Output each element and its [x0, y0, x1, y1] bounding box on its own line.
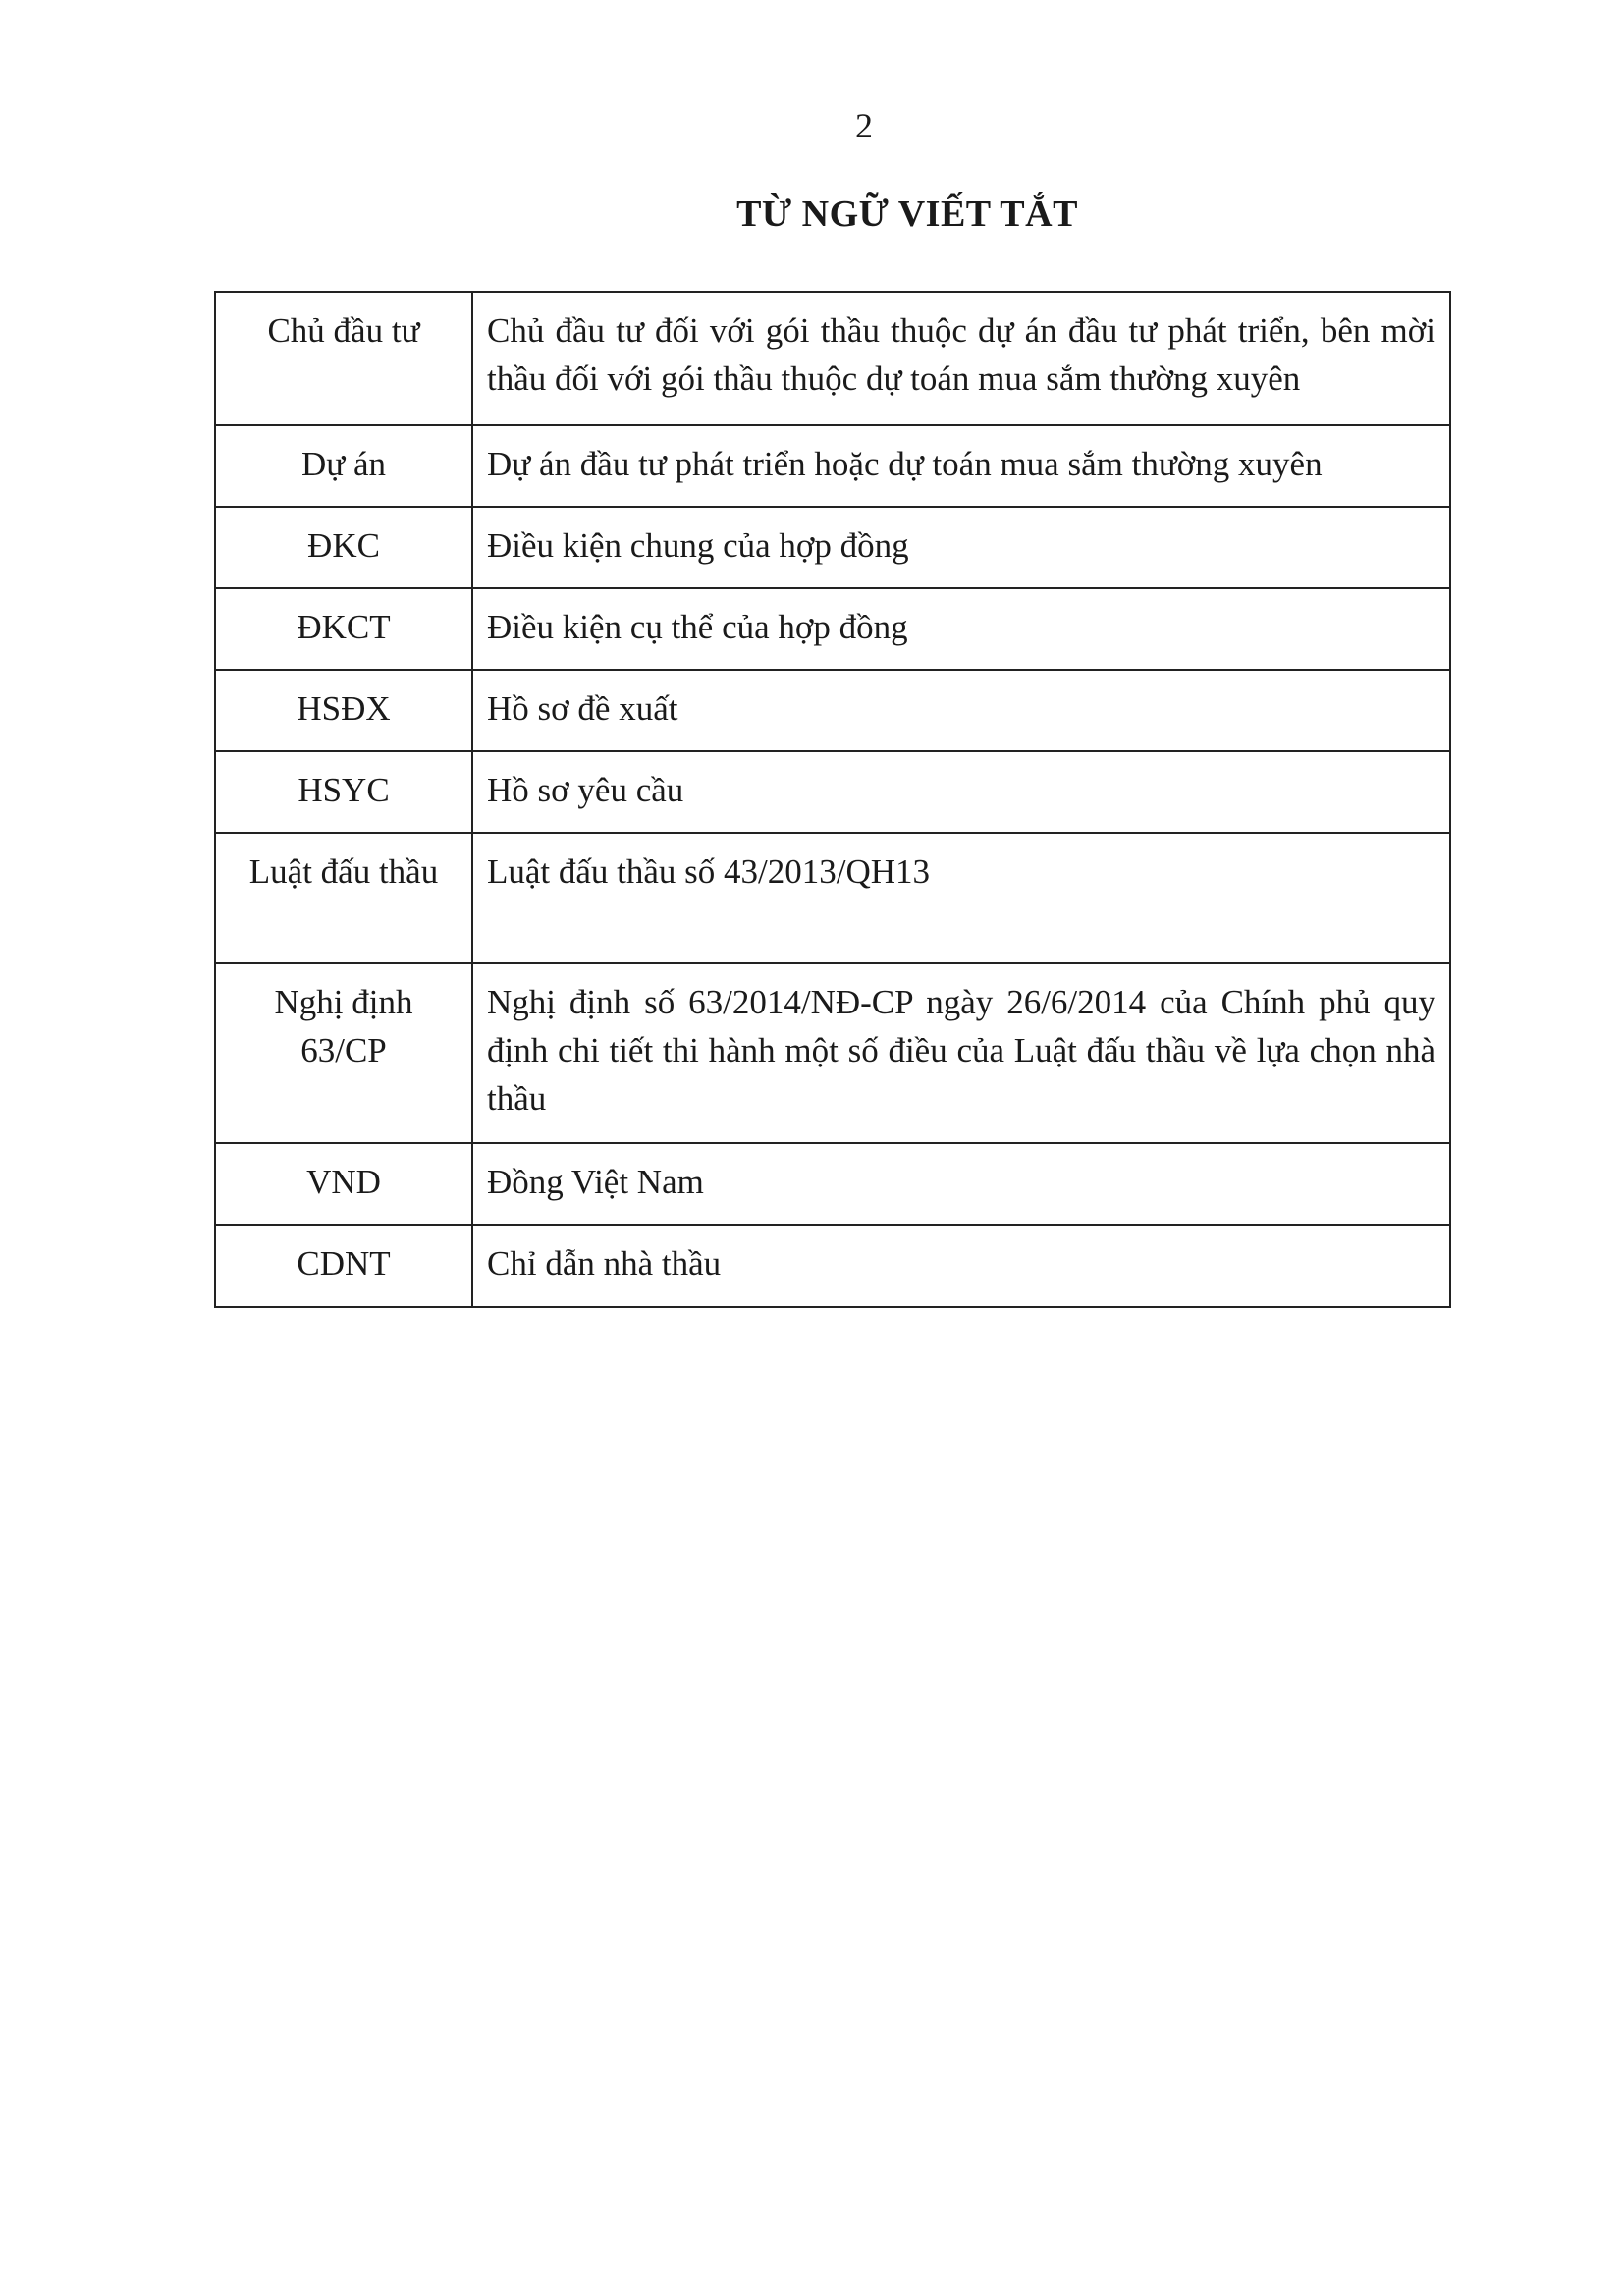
definition-cell: Nghị định số 63/2014/NĐ-CP ngày 26/6/2014 của Chính phủ quy định chi tiết thi hành một số điều của Luật đấu thầu về lựa chọn nhà thầu — [472, 963, 1450, 1143]
table-row — [215, 670, 1450, 751]
abbreviation-cell: HSĐX — [215, 670, 472, 751]
page-number: 2 — [855, 106, 873, 145]
table-row — [215, 588, 1450, 670]
table-row — [215, 507, 1450, 588]
abbreviation-cell: CDNT — [215, 1225, 472, 1307]
definition-cell: Hồ sơ đề xuất — [472, 670, 1450, 751]
abbreviation-cell: Chủ đầu tư — [215, 292, 472, 425]
definition-cell: Chủ đầu tư đối với gói thầu thuộc dự án đầu tư phát triển, bên mời thầu đối với gói thầu thuộc dự toán mua sắm thường xuyên — [472, 292, 1450, 425]
table-row — [215, 751, 1450, 833]
definition-cell: Luật đấu thầu số 43/2013/QH13 — [472, 833, 1450, 963]
abbreviation-cell: HSYC — [215, 751, 472, 833]
definition-cell: Điều kiện chung của hợp đồng — [472, 507, 1450, 588]
page-title: TỪ NGỮ VIẾT TẮT — [736, 193, 1078, 235]
abbreviation-table — [214, 291, 1451, 1308]
table-row — [215, 1143, 1450, 1225]
definition-cell: Đồng Việt Nam — [472, 1143, 1450, 1225]
definition-cell: Điều kiện cụ thể của hợp đồng — [472, 588, 1450, 670]
definition-cell: Chỉ dẫn nhà thầu — [472, 1225, 1450, 1307]
table-row — [215, 833, 1450, 963]
table-row — [215, 425, 1450, 507]
definition-cell: Dự án đầu tư phát triển hoặc dự toán mua sắm thường xuyên — [472, 425, 1450, 507]
table-row — [215, 963, 1450, 1143]
abbreviation-cell: VND — [215, 1143, 472, 1225]
table-row — [215, 292, 1450, 425]
table-row — [215, 1225, 1450, 1307]
abbreviation-cell: ĐKC — [215, 507, 472, 588]
abbreviation-cell: Nghị định 63/CP — [215, 963, 472, 1143]
abbreviation-cell: ĐKCT — [215, 588, 472, 670]
abbreviation-cell: Luật đấu thầu — [215, 833, 472, 963]
abbreviation-cell: Dự án — [215, 425, 472, 507]
definition-cell: Hồ sơ yêu cầu — [472, 751, 1450, 833]
